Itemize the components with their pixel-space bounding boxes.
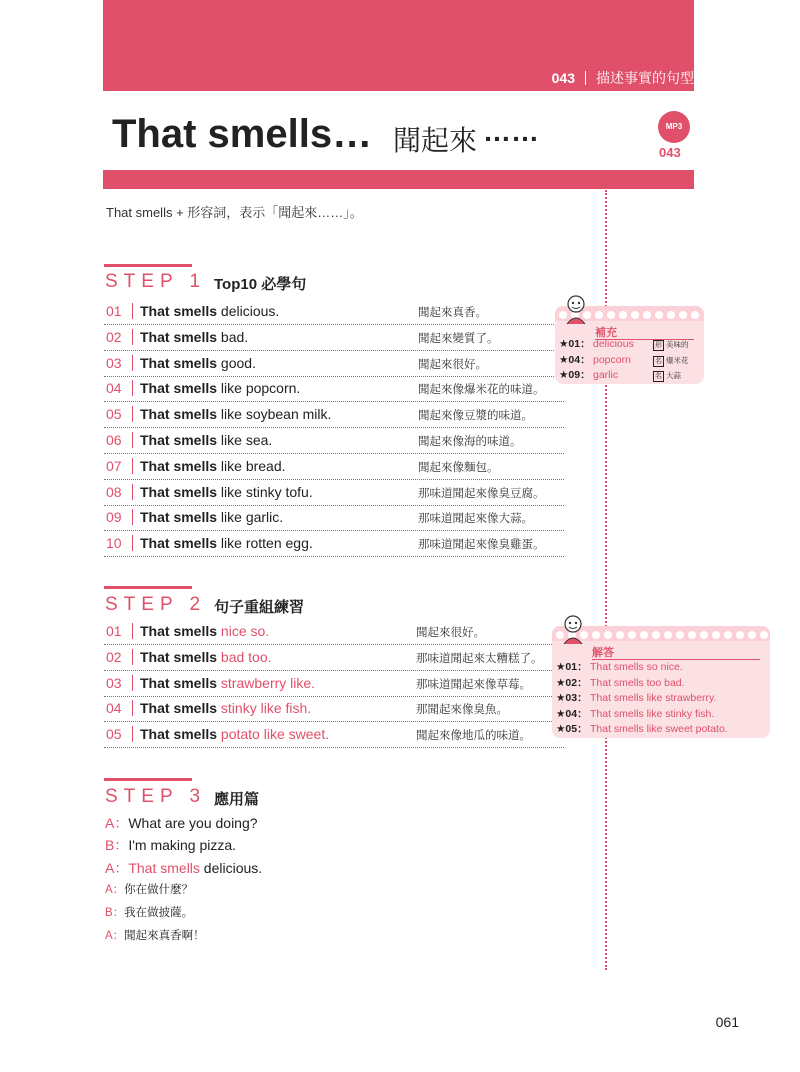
- sentence-zh: 那味道聞起來像大蒜。: [418, 513, 533, 526]
- sentence-zh: 聞起來很好。: [416, 627, 485, 639]
- sentence-rest: like popcorn.: [217, 380, 301, 397]
- sentence-row: [104, 695, 564, 722]
- step2-title: 句子重組練習: [214, 599, 305, 616]
- row-number: 04: [106, 700, 133, 716]
- sentence-rest: delicious.: [217, 303, 280, 319]
- sentence-en: [140, 303, 279, 319]
- row-number: 02: [106, 329, 133, 345]
- answer-key: ★01：: [556, 661, 588, 673]
- supplement-key: ★01：: [559, 338, 591, 350]
- dialogue-text: delicious.: [199, 860, 263, 876]
- dialogue-line: [105, 927, 205, 943]
- lesson-tag: [552, 68, 694, 88]
- sentence-en: [140, 623, 269, 639]
- mp3-label: MP3: [665, 122, 683, 131]
- sentence-lead: That smells: [140, 509, 218, 526]
- page-title-dots: ……: [483, 116, 539, 147]
- row-number: 04: [106, 380, 133, 396]
- sentence-zh: 那味道聞起來像臭豆腐。: [418, 487, 545, 500]
- supplement-box: [555, 306, 704, 384]
- answer-text: That smells like stinky fish.: [590, 707, 715, 720]
- dialogue-lead: That smells: [128, 860, 200, 876]
- sentence-rest: good.: [217, 354, 256, 371]
- dialogue-line: [105, 858, 262, 878]
- part-of-speech-badge: 名: [655, 357, 662, 365]
- sentence-lead: That smells: [140, 380, 218, 397]
- row-number: 09: [106, 509, 133, 525]
- answer-item: [556, 690, 716, 705]
- sentence-en: [140, 649, 272, 665]
- sentence-lead: That smells: [140, 535, 218, 552]
- supplement-item: [559, 352, 689, 367]
- speaker-label: A：: [105, 930, 125, 942]
- sentence-en: [140, 380, 300, 396]
- lesson-number: 043: [551, 70, 575, 86]
- sentence-zh: 聞起來變質了。: [418, 332, 499, 345]
- supplement-key: ★09：: [559, 369, 591, 381]
- sentence-row: [104, 350, 564, 377]
- dialogue-line: [105, 904, 193, 920]
- sentence-rest: stinky like fish.: [217, 700, 312, 717]
- sentence-zh: 聞起來像豆漿的味道。: [418, 410, 533, 423]
- sentence-en: [140, 700, 311, 716]
- sentence-en: [140, 509, 283, 525]
- mp3-icon[interactable]: [658, 111, 690, 143]
- answer-text: That smells like strawberry.: [590, 692, 717, 704]
- dialogue-text: 你在做什麼？: [124, 884, 194, 896]
- answer-item: [556, 659, 683, 674]
- row-number: 08: [106, 484, 133, 500]
- page-number: 061: [715, 1014, 739, 1030]
- answer-key: ★03：: [556, 692, 588, 704]
- sentence-lead: That smells: [140, 674, 218, 691]
- answer-item: [556, 721, 728, 736]
- dialogue-line: [105, 835, 236, 855]
- sentence-rest: strawberry like.: [217, 674, 316, 691]
- dialogue-text: I'm making pizza.: [128, 837, 237, 853]
- sentence-zh: 聞起來像海的味道。: [418, 436, 522, 448]
- mascot-icon: [563, 294, 589, 326]
- sentence-en: [140, 484, 313, 500]
- mp3-track-number: 043: [659, 145, 681, 160]
- step1-title: Top10 必學句: [214, 276, 307, 293]
- row-number: 06: [106, 432, 133, 448]
- sentence-zh: 那味道聞起來像臭雞蛋。: [418, 539, 545, 552]
- row-number: 02: [106, 649, 133, 665]
- sentence-lead: That smells: [140, 303, 218, 319]
- sentence-rest: like rotten egg.: [217, 535, 313, 552]
- sentence-rest: like bread.: [217, 457, 286, 474]
- sentence-rest: bad.: [217, 328, 249, 345]
- sentence-zh: 聞起來像麵包。: [418, 461, 499, 474]
- sentence-rest: potato like sweet.: [217, 726, 330, 743]
- sentence-zh: 聞起來像爆米花的味道。: [418, 384, 545, 397]
- step1-label: STEP 1: [105, 271, 207, 292]
- sentence-row: [104, 530, 564, 557]
- mascot-icon: [560, 614, 586, 646]
- dialogue-text: 我在做披薩。: [124, 907, 194, 919]
- sentence-rest: bad too.: [217, 648, 272, 665]
- supplement-gloss: 大蒜: [666, 371, 681, 380]
- answer-text: That smells like sweet potato.: [590, 723, 728, 735]
- sentence-lead: That smells: [140, 648, 218, 665]
- dialogue-text: What are you doing?: [128, 815, 258, 831]
- sentence-zh: 那味道聞起來像草莓。: [416, 678, 531, 691]
- supplement-key: ★04：: [559, 353, 591, 366]
- row-number: 03: [106, 675, 133, 691]
- sentence-en: [140, 406, 331, 422]
- page-title-en: That smells…: [112, 112, 373, 156]
- supplement-word: delicious: [593, 338, 634, 350]
- sentence-en: [140, 675, 315, 691]
- row-number: 10: [106, 535, 133, 551]
- supplement-title: 補充: [595, 327, 617, 339]
- sentence-row: [104, 479, 564, 506]
- speaker-label: A：: [105, 884, 125, 896]
- step3-title: 應用篇: [214, 791, 260, 808]
- supplement-gloss: 爆米花: [666, 355, 689, 365]
- answer-item: [556, 706, 714, 721]
- sentence-rest: like garlic.: [217, 509, 284, 526]
- speaker-label: A：: [105, 815, 129, 831]
- sentence-row: [104, 375, 564, 402]
- part-of-speech-badge: 形: [655, 342, 662, 349]
- supplement-word: popcorn: [593, 353, 631, 366]
- dialogue-line: [105, 813, 258, 833]
- speaker-label: B：: [105, 837, 129, 853]
- sentence-en: [140, 535, 313, 551]
- sentence-row: [104, 427, 564, 454]
- sentence-lead: That smells: [140, 354, 218, 371]
- answer-key: ★04：: [556, 707, 588, 720]
- supplement-word: garlic: [593, 369, 619, 381]
- dialogue-line: [105, 881, 193, 897]
- sentence-en: [140, 432, 272, 448]
- sentence-row: [104, 618, 564, 645]
- sentence-lead: That smells: [140, 483, 218, 500]
- sentence-rest: like soybean milk.: [217, 406, 332, 423]
- title-underline-band: [103, 170, 694, 189]
- sentence-en: [140, 726, 329, 742]
- supplement-item: [559, 336, 689, 351]
- sentence-zh: 那味道聞起來太糟糕了。: [416, 652, 543, 665]
- sentence-lead: That smells: [140, 406, 218, 423]
- sentence-zh: 聞起來真香。: [418, 307, 487, 319]
- step1-bar: [104, 264, 192, 267]
- sentence-rest: like sea.: [217, 432, 273, 448]
- sentence-row: [104, 401, 564, 428]
- answers-title: 解答: [592, 647, 614, 659]
- sentence-rest: like stinky tofu.: [217, 483, 313, 500]
- sentence-lead: That smells: [140, 700, 218, 717]
- answer-key: ★02：: [556, 676, 588, 689]
- sentence-zh: 聞起來很好。: [418, 358, 487, 371]
- sentence-row: [104, 453, 564, 480]
- row-number: 05: [106, 726, 133, 742]
- sentence-lead: That smells: [140, 726, 218, 743]
- sentence-rest: nice so.: [217, 623, 270, 639]
- dialogue-text: 聞起來真香啊！: [124, 930, 205, 942]
- step2-bar: [104, 586, 192, 589]
- answer-text: That smells so nice.: [590, 661, 683, 673]
- sentence-lead: That smells: [140, 457, 218, 474]
- step3-bar: [104, 778, 192, 781]
- speaker-label: A：: [105, 860, 129, 876]
- answer-text: That smells too bad.: [590, 676, 685, 689]
- sentence-en: [140, 355, 256, 371]
- answer-item: [556, 675, 685, 690]
- sentence-row: [104, 644, 564, 671]
- part-of-speech-badge: 名: [655, 373, 662, 380]
- sentence-row: [104, 504, 564, 531]
- sentence-row: [104, 298, 564, 325]
- sentence-lead: That smells: [140, 623, 218, 639]
- row-number: 07: [106, 458, 133, 474]
- speaker-label: B：: [105, 907, 125, 919]
- lesson-topic: 描述事實的句型: [596, 70, 694, 86]
- supplement-gloss: 美味的: [666, 340, 689, 349]
- row-number: 01: [106, 623, 133, 639]
- sentence-row: [104, 324, 564, 351]
- sentence-en: [140, 458, 286, 474]
- supplement-item: [559, 367, 681, 382]
- sentence-lead: That smells: [140, 432, 218, 448]
- answer-key: ★05：: [556, 723, 588, 735]
- sentence-en: [140, 329, 248, 345]
- intro-text: That smells + 形容詞，表示「聞起來……」。: [106, 205, 363, 220]
- sentence-zh: 聞起來像地瓜的味道。: [416, 730, 531, 743]
- sentence-zh: 那聞起來像臭魚。: [416, 704, 508, 717]
- page-title-zh: 聞起來: [393, 125, 478, 156]
- sentence-lead: That smells: [140, 328, 218, 345]
- lesson-tag-divider: [585, 71, 586, 85]
- step3-label: STEP 3: [105, 786, 207, 807]
- sentence-row: [104, 670, 564, 697]
- row-number: 05: [106, 406, 133, 422]
- answers-box: [552, 626, 770, 738]
- row-number: 03: [106, 355, 133, 371]
- step2-label: STEP 2: [105, 594, 207, 615]
- sentence-row: [104, 721, 564, 748]
- row-number: 01: [106, 303, 133, 319]
